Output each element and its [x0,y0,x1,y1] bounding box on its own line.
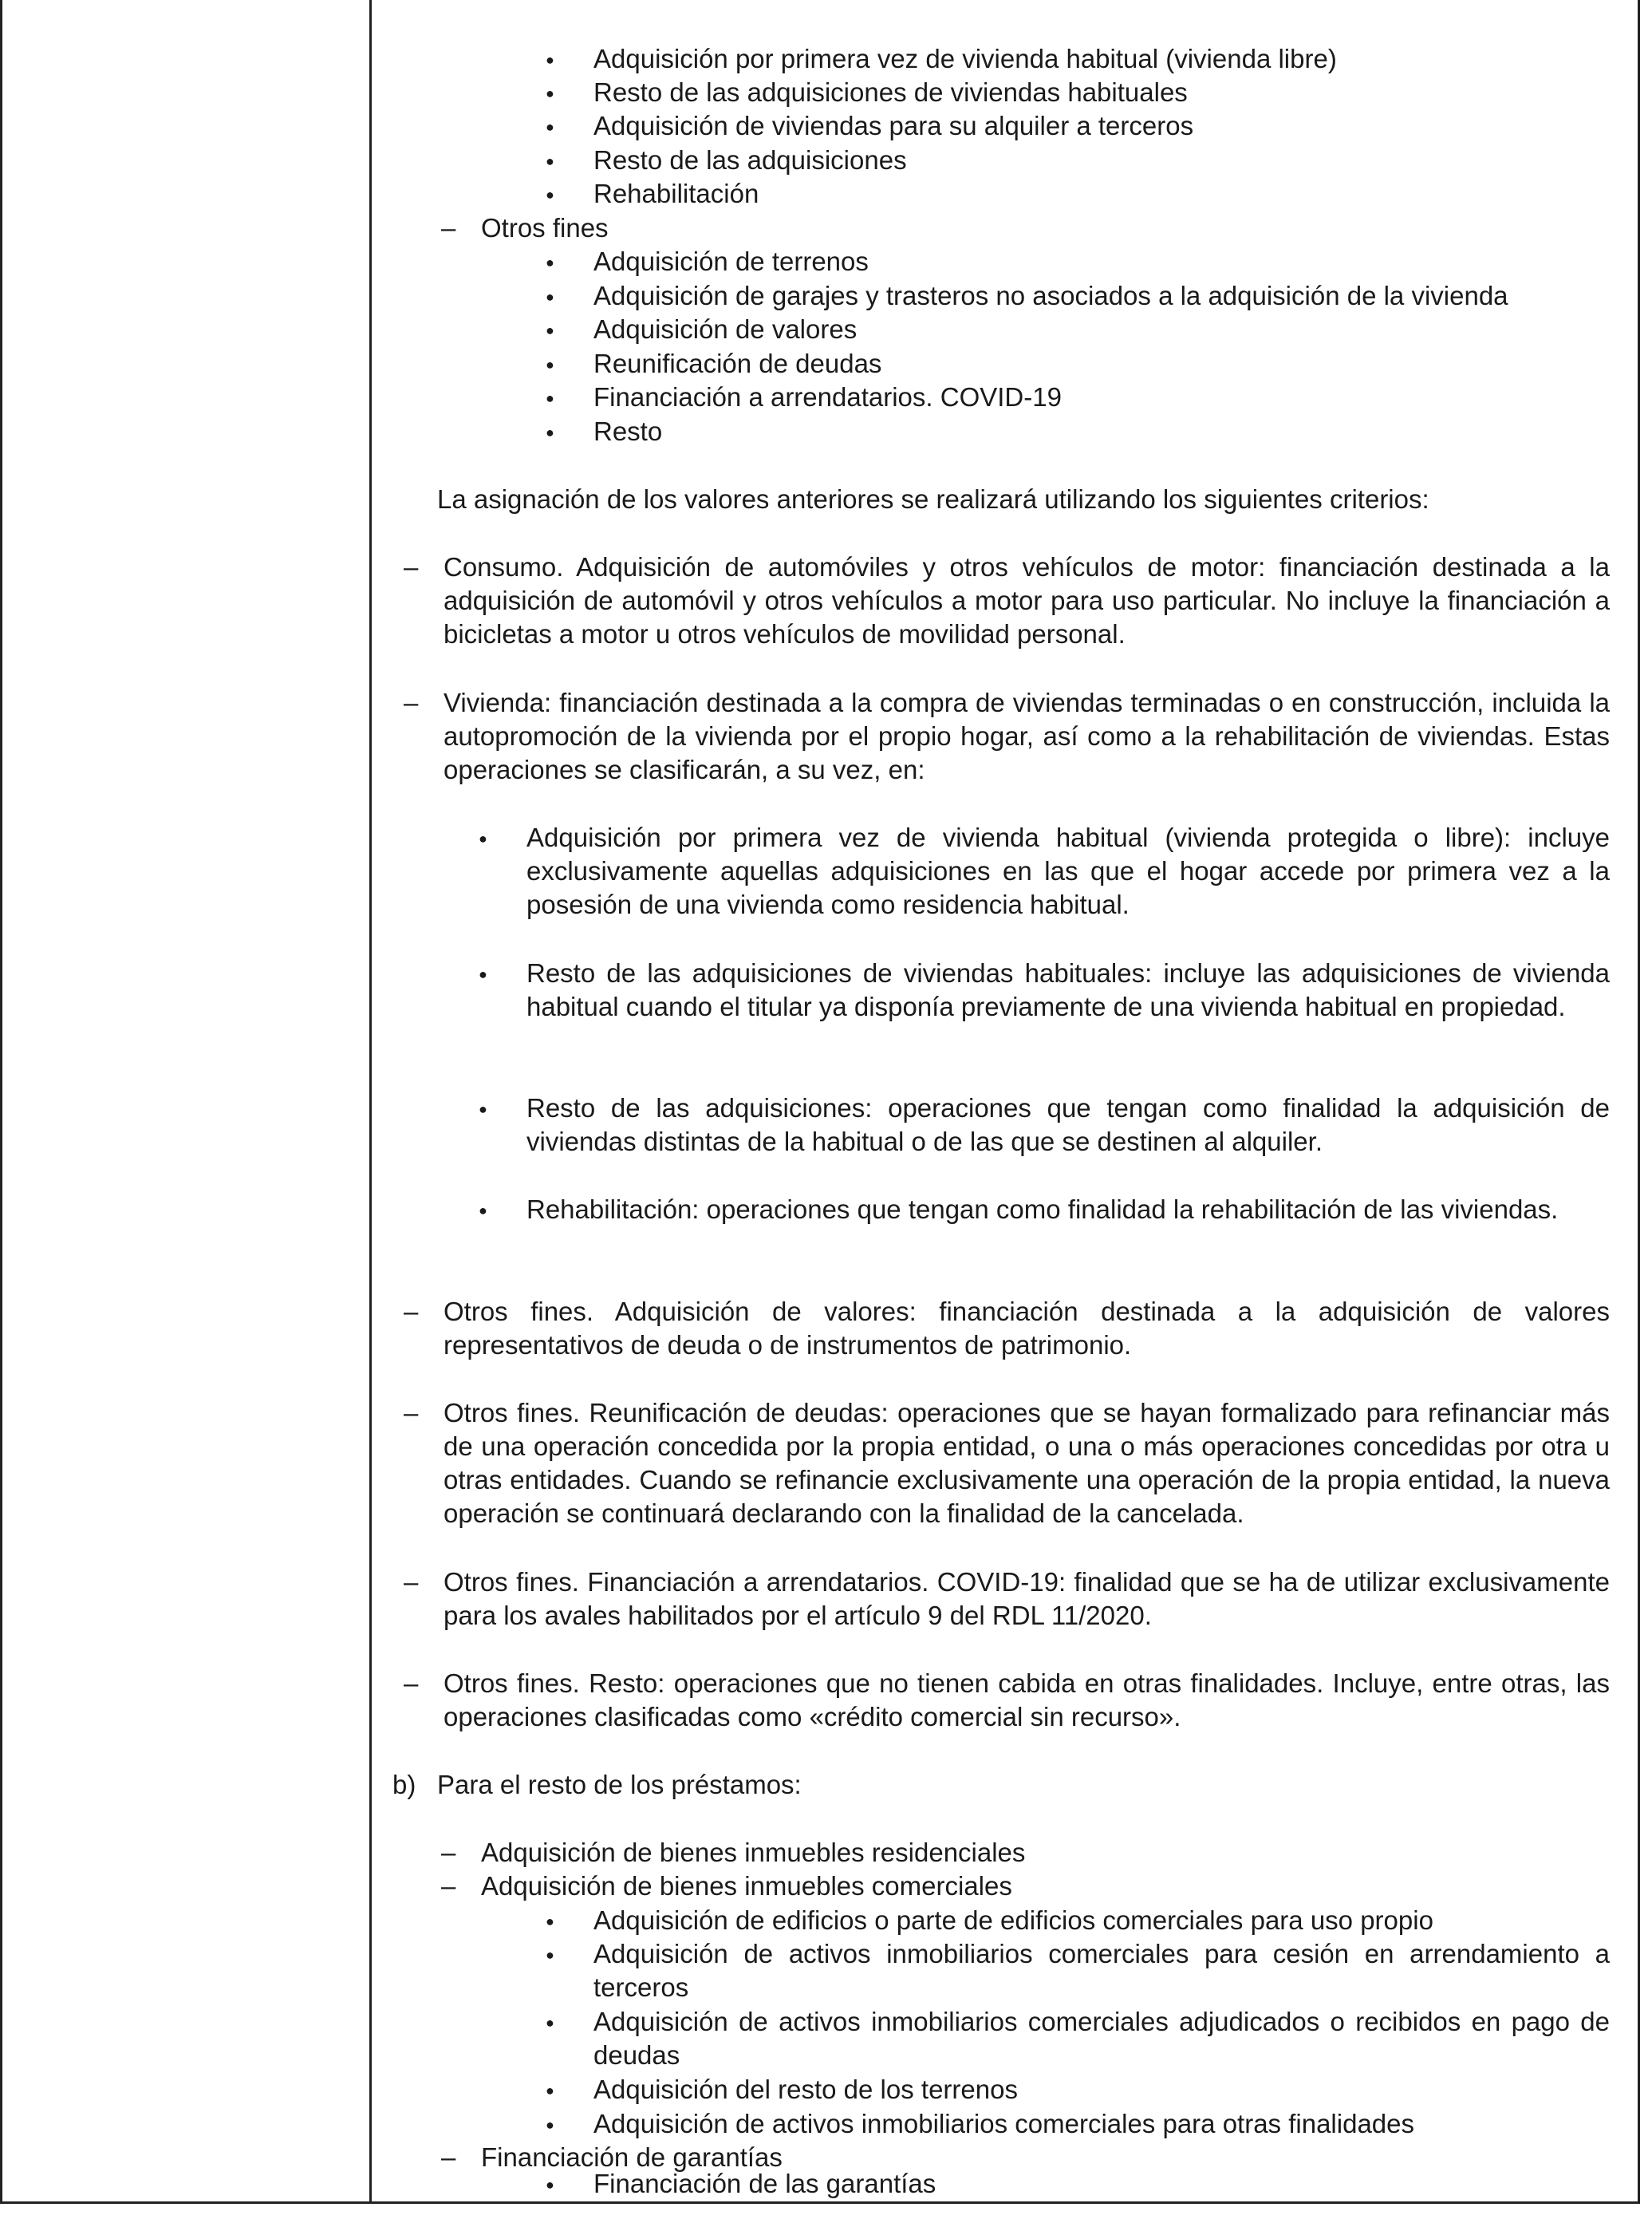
b-item-comerciales: – Adquisición de bienes inmuebles comerciales [481,1870,1012,1903]
list-item: ● Adquisición de viviendas para su alquiler a terceros [593,109,1193,143]
vivienda-sub-item: ● Rehabilitación: operaciones que tengan como finalidad la rehabilitación de las viviendas. [526,1193,1610,1226]
column-divider [369,0,372,2204]
list-item: ● Financiación a arrendatarios. COVID-19 [593,381,1062,414]
list-item: ● Resto de las adquisiciones de viviendas habituales [593,76,1188,109]
list-item: ● Adquisición de edificios o parte de edificios comerciales para uso propio [593,1904,1433,1937]
criteria-arrendatarios: – Otros fines. Financiación a arrendatarios. COVID-19: finalidad que se ha de utilizar exclusivamente para los avales habilitados por el artículo 9 del RDL 11/2020. [444,1566,1610,1633]
section-b-marker: b) [392,1770,416,1799]
b-item-residenciales: – Adquisición de bienes inmuebles residenciales [481,1836,1025,1870]
list-item: ● Rehabilitación [593,177,759,211]
list-item: ● Adquisición del resto de los terrenos [593,2073,1018,2106]
criteria-consumo: – Consumo. Adquisición de automóviles y otros vehículos de motor: financiación destinada a la adquisición de automóvil y otros vehículos a motor para uso particular. No incluye la financiación a bicicletas a motor u otros vehículos de movilidad personal. [444,551,1610,651]
vivienda-sub-item: ● Adquisición por primera vez de vivienda habitual (vivienda protegida o libre): incluye exclusivamente aquellas adquisiciones en las que el hogar accede por primera vez a la posesión de una vivienda como residencia habitual. [526,821,1610,922]
vivienda-sub-item: ● Resto de las adquisiciones: operaciones que tengan como finalidad la adquisición de viviendas distintas de la habitual o de las que se destinen al alquiler. [526,1092,1610,1159]
criteria-vivienda: – Vivienda: financiación destinada a la compra de viviendas terminadas o en construcción, incluida la autopromoción de la vivienda por el propio hogar, así como a la rehabilitación de viviendas. Estas operaciones se clasificarán, a su vez, en: [444,686,1610,787]
vivienda-sub-item: ● Resto de las adquisiciones de viviendas habituales: incluye las adquisiciones de vivienda habitual cuando el titular ya disponía previamente de una vivienda habitual en propiedad. [526,957,1610,1024]
list-item: ● Adquisición de valores [593,313,857,346]
criteria-resto: – Otros fines. Resto: operaciones que no tienen cabida en otras finalidades. Incluye, entre otras, las operaciones clasificadas como «crédito comercial sin recurso». [444,1667,1610,1734]
criteria-reunificacion: – Otros fines. Reunificación de deudas: operaciones que se hayan formalizado para refinanciar más de una operación concedida por la propia entidad, o una o más operaciones concedidas por otra u otras entidades. Cuando se refinancie exclusivamente una operación de la propia entidad, la nueva operación se continuará declarando con la finalidad de la cancelada. [444,1396,1610,1530]
criteria-valores: – Otros fines. Adquisición de valores: financiación destinada a la adquisición de valores representativos de deuda o de instrumentos de patrimonio. [444,1295,1610,1362]
list-item: ● Adquisición de garajes y trasteros no asociados a la adquisición de la vivienda [593,279,1508,313]
list-item: ● Adquisición de activos inmobiliarios comerciales para cesión en arrendamiento a terceros [593,1937,1610,2004]
list-item: ● Resto de las adquisiciones [593,144,907,177]
list-item: ● Adquisición de terrenos [593,245,869,278]
section-b-title: Para el resto de los préstamos: [437,1770,802,1799]
otros-fines-label: – Otros fines [481,211,609,245]
b-item-garantias: – Financiación de garantías [481,2141,783,2174]
criteria-intro: La asignación de los valores anteriores se realizará utilizando los siguientes criterios: [437,484,1429,514]
list-item: ● Adquisición de activos inmobiliarios comerciales adjudicados o recibidos en pago de deudas [593,2005,1610,2072]
list-item: ● Adquisición por primera vez de vivienda habitual (vivienda libre) [593,42,1337,76]
list-item: ● Adquisición de activos inmobiliarios comerciales para otras finalidades [593,2107,1414,2141]
list-item: ● Reunificación de deudas [593,347,881,381]
list-item: ● Financiación de las garantías [593,2167,936,2201]
list-item: ● Resto [593,415,662,448]
